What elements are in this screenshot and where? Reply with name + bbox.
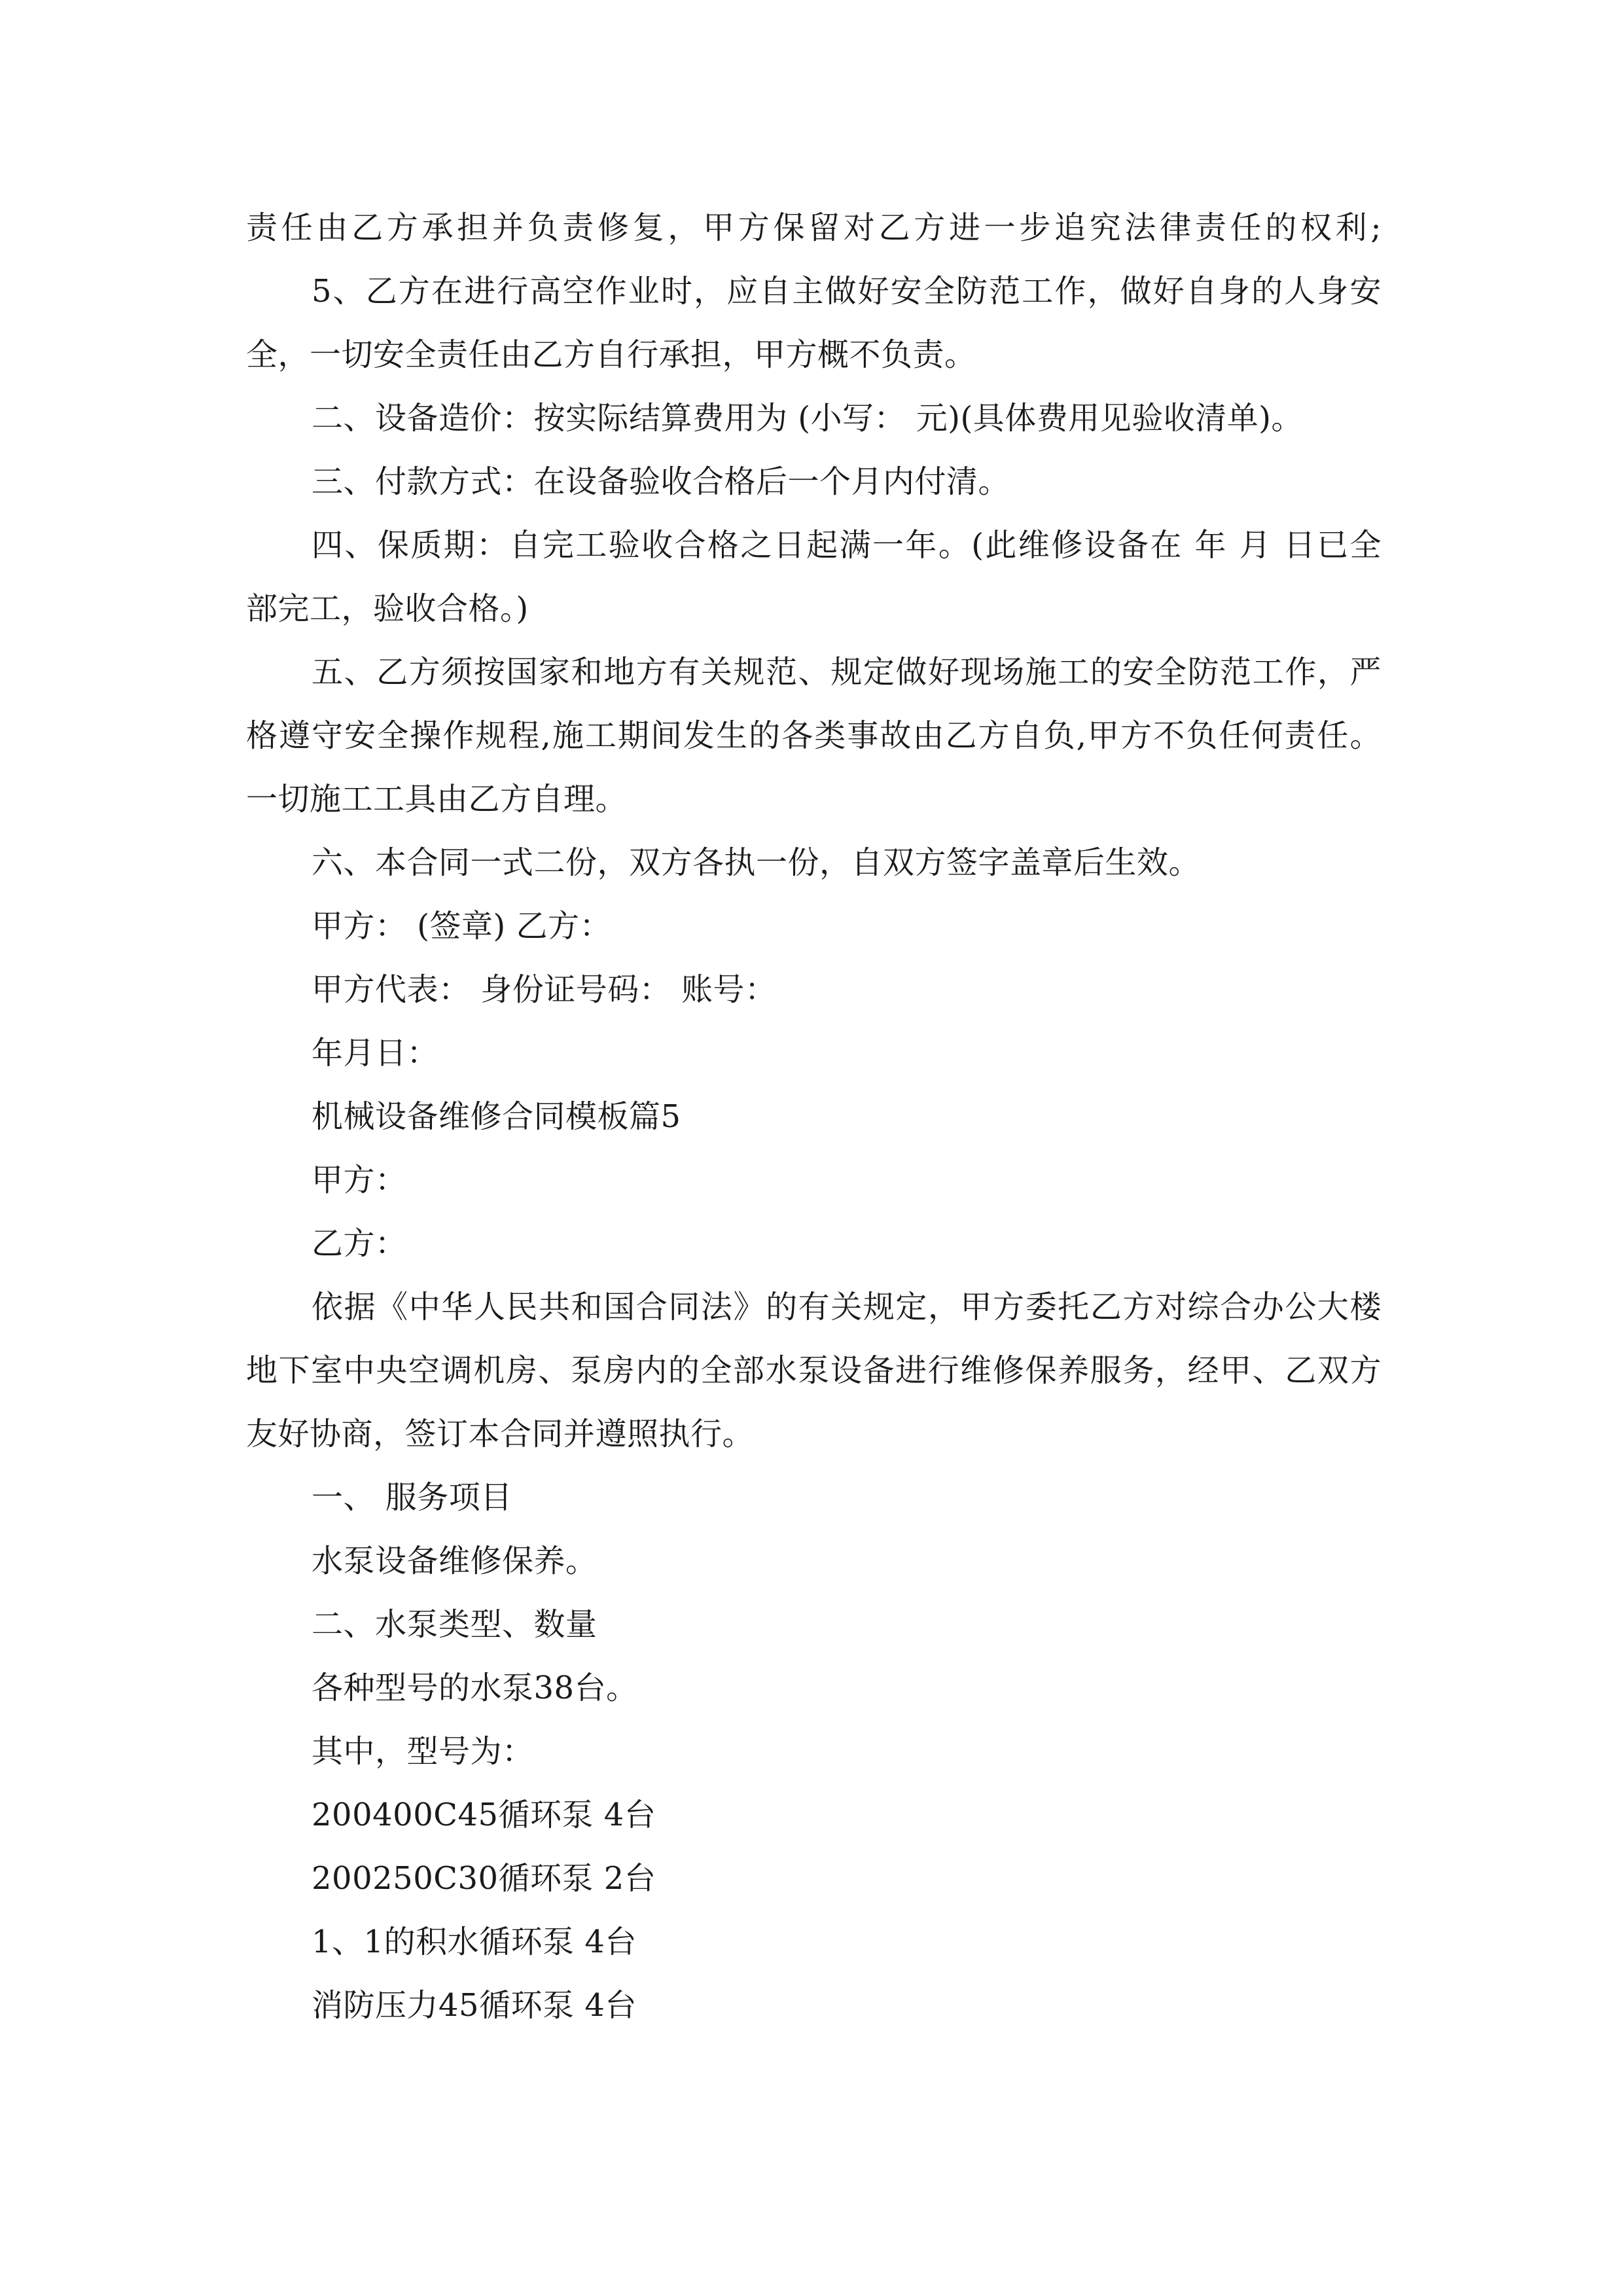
text-line: 责任由乙方承担并负责修复，甲方保留对乙方进一步追究法律责任的权利; (246, 209, 1382, 246)
text-line: 依据《中华人民共和国合同法》的有关规定，甲方委托乙方对综合办公大楼 (312, 1289, 1382, 1325)
text-line: 地下室中央空调机房、泵房内的全部水泵设备进行维修保养服务，经甲、乙双方 (246, 1352, 1382, 1389)
text-line: 其中，型号为： (312, 1733, 534, 1770)
text-line: 机械设备维修合同模板篇5 (312, 1098, 681, 1135)
text-line: 格遵守安全操作规程,施工期间发生的各类事故由乙方自负,甲方不负任何责任。 (246, 717, 1382, 754)
text-line: 一、 服务项目 (312, 1479, 512, 1516)
text-line: 友好协商，签订本合同并遵照执行。 (246, 1416, 755, 1452)
text-line: 乙方： (312, 1225, 407, 1262)
text-line: 甲方代表： 身份证号码： 账号： (312, 971, 777, 1008)
text-line: 全，一切安全责任由乙方自行承担，甲方概不负责。 (246, 336, 976, 373)
text-line: 消防压力45循环泵 4台 (312, 1987, 637, 2024)
text-line: 200250C30循环泵 2台 (312, 1860, 656, 1897)
text-line: 四、保质期：自完工验收合格之日起满一年。(此维修设备在 年 月 日已全 (312, 527, 1382, 564)
text-line: 三、付款方式：在设备验收合格后一个月内付清。 (312, 463, 1010, 500)
text-line: 五、乙方须按国家和地方有关规范、规定做好现场施工的安全防范工作，严 (312, 654, 1382, 691)
text-line: 各种型号的水泵38台。 (312, 1670, 638, 1706)
text-line: 1、1的积水循环泵 4台 (312, 1924, 637, 1960)
text-line: 部完工，验收合格。) (246, 590, 529, 627)
text-line: 水泵设备维修保养。 (312, 1543, 597, 1579)
text-line: 一切施工工具由乙方自理。 (246, 781, 628, 817)
text-line: 甲方： (签章) 乙方： (312, 908, 611, 944)
text-line: 二、水泵类型、数量 (312, 1606, 597, 1643)
text-line: 5、乙方在进行高空作业时，应自主做好安全防范工作，做好自身的人身安 (312, 273, 1382, 310)
text-line: 二、设备造价：按实际结算费用为 (小写： 元)(具体费用见验收清单)。 (312, 400, 1303, 437)
text-line: 甲方： (312, 1162, 407, 1198)
text-line: 200400C45循环泵 4台 (312, 1797, 656, 1833)
document-body (246, 196, 1382, 2037)
text-line: 年月日： (312, 1035, 439, 1071)
text-line: 六、本合同一式二份，双方各执一份，自双方签字盖章后生效。 (312, 844, 1201, 881)
